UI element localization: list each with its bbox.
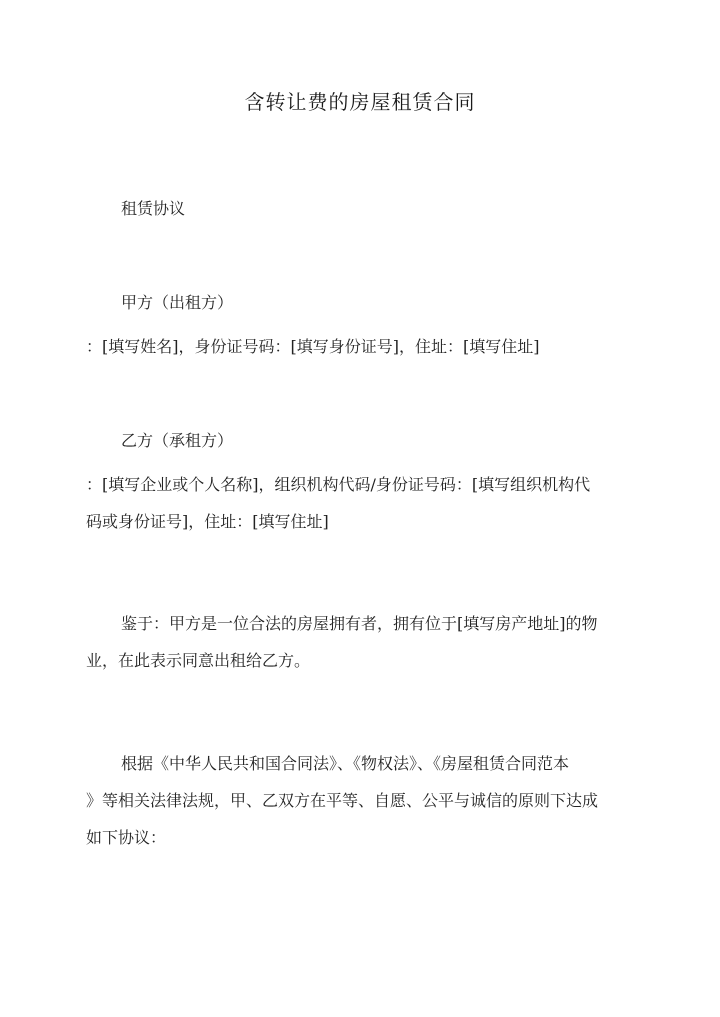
party-b-label: 乙方（承租方） (121, 431, 234, 450)
party-b-details-line-2: 码或身份证号]，住址：[填写住址] (86, 512, 329, 531)
legal-basis-line-3: 如下协议： (86, 828, 167, 847)
party-a-details-text: ：[填写姓名]，身份证号码：[填写身份证号]，住址：[填写住址] (86, 337, 540, 356)
legal-basis-paragraph (86, 745, 634, 856)
party-a-details (86, 328, 634, 365)
whereas-line-2: 业，在此表示同意出租给乙方。 (86, 651, 311, 670)
agreement-heading: 租赁协议 (121, 199, 186, 218)
whereas-paragraph (86, 605, 634, 679)
legal-basis-line-2: 》等相关法律法规，甲、乙双方在平等、自愿、公平与诚信的原则下达成 (86, 791, 599, 810)
party-b-details (86, 466, 634, 540)
party-b-details-line-1: ：[填写企业或个人名称]，组织机构代码/身份证号码：[填写组织机构代 (86, 475, 591, 494)
document-title: 含转让费的房屋租赁合同 (244, 90, 476, 114)
whereas-line-1: 鉴于：甲方是一位合法的房屋拥有者，拥有位于[填写房产地址]的物 (121, 614, 598, 633)
party-a-label: 甲方（出租方） (121, 293, 234, 312)
legal-basis-line-1: 根据《中华人民共和国合同法》、《物权法》、《房屋租赁合同范本 (121, 754, 570, 773)
